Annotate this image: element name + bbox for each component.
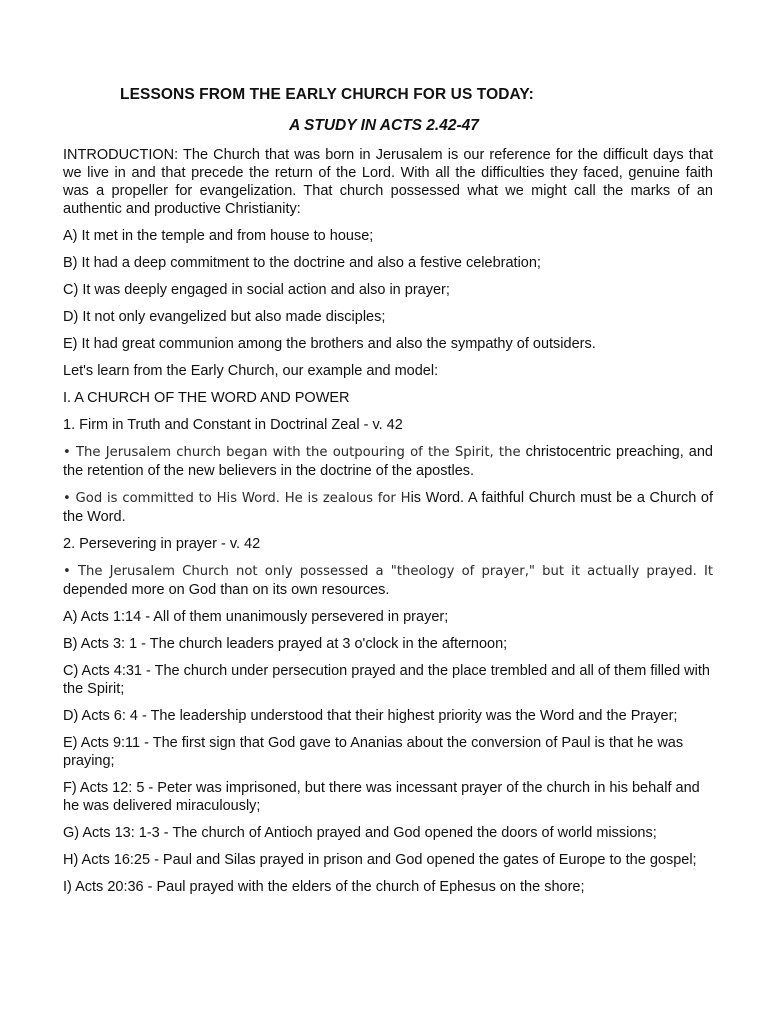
point-heading-2: 2. Persevering in prayer - v. 42	[63, 536, 261, 552]
bullet-lead-text: • The Jerusalem Church not only possessed a "theology of prayer," but it actually prayed. It	[63, 564, 713, 579]
prayer-reference: F) Acts 12: 5 - Peter was imprisoned, but there was incessant prayer of the church in his behalf and he was delivered miraculously;	[63, 780, 700, 814]
mark-item: B) It had a deep commitment to the doctrine and also a festive celebration;	[63, 255, 541, 271]
prayer-reference: B) Acts 3: 1 - The church leaders prayed at 3 o'clock in the afternoon;	[63, 636, 508, 652]
prayer-reference: E) Acts 9:11 - The first sign that God gave to Ananias about the conversion of Paul is that he was praying;	[63, 735, 684, 769]
bullet-rest-text: is Word. A faithful Church must be a Church of the Word.	[63, 490, 714, 525]
mark-item: D) It not only evangelized but also made disciples;	[63, 309, 386, 325]
bullet-lead-text: • The Jerusalem church began with the outpouring of the Spirit, the	[63, 445, 521, 460]
prayer-reference: C) Acts 4:31 - The church under persecution prayed and the place trembled and all of them filled with the Spirit;	[63, 663, 710, 697]
prayer-reference: H) Acts 16:25 - Paul and Silas prayed in prison and God opened the gates of Europe to the gospel;	[63, 852, 697, 868]
prayer-reference: D) Acts 6: 4 - The leadership understood that their highest priority was the Word and the Prayer;	[63, 708, 678, 724]
prayer-reference: I) Acts 20:36 - Paul prayed with the elders of the church of Ephesus on the shore;	[63, 879, 585, 895]
lets-learn-line: Let's learn from the Early Church, our example and model:	[63, 363, 439, 379]
document-title: LESSONS FROM THE EARLY CHURCH FOR US TODAY:	[120, 86, 534, 103]
bullet-rest-text: christocentric preaching, and the retention of the new believers in the doctrine of the apostles.	[63, 444, 713, 479]
bullet-lead-text: • God is committed to His Word. He is zealous for H	[63, 491, 411, 506]
bullet-paragraph	[63, 443, 713, 480]
intro-paragraph: INTRODUCTION: The Church that was born in Jerusalem is our reference for the difficult days that we live in and that precede the return of the Lord. With all the difficulties they faced, genuine faith was a propeller for evangelization. That church possessed what we might call the marks of an authentic and productive Christianity:	[63, 147, 713, 217]
section-heading-1: I. A CHURCH OF THE WORD AND POWER	[63, 390, 350, 406]
prayer-reference: G) Acts 13: 1-3 - The church of Antioch prayed and God opened the doors of world missions;	[63, 825, 657, 841]
prayer-reference: A) Acts 1:14 - All of them unanimously persevered in prayer;	[63, 609, 449, 625]
bullet-rest-text: depended more on God than on its own resources.	[63, 582, 390, 598]
mark-item: C) It was deeply engaged in social action and also in prayer;	[63, 282, 450, 298]
document-subtitle: A STUDY IN ACTS 2.42-47	[289, 117, 479, 134]
bullet-paragraph	[63, 489, 713, 526]
mark-item: E) It had great communion among the brothers and also the sympathy of outsiders.	[63, 336, 596, 352]
point-heading-1: 1. Firm in Truth and Constant in Doctrinal Zeal - v. 42	[63, 417, 403, 433]
mark-item: A) It met in the temple and from house to house;	[63, 228, 374, 244]
bullet-paragraph	[63, 562, 713, 599]
document-body	[63, 146, 713, 905]
